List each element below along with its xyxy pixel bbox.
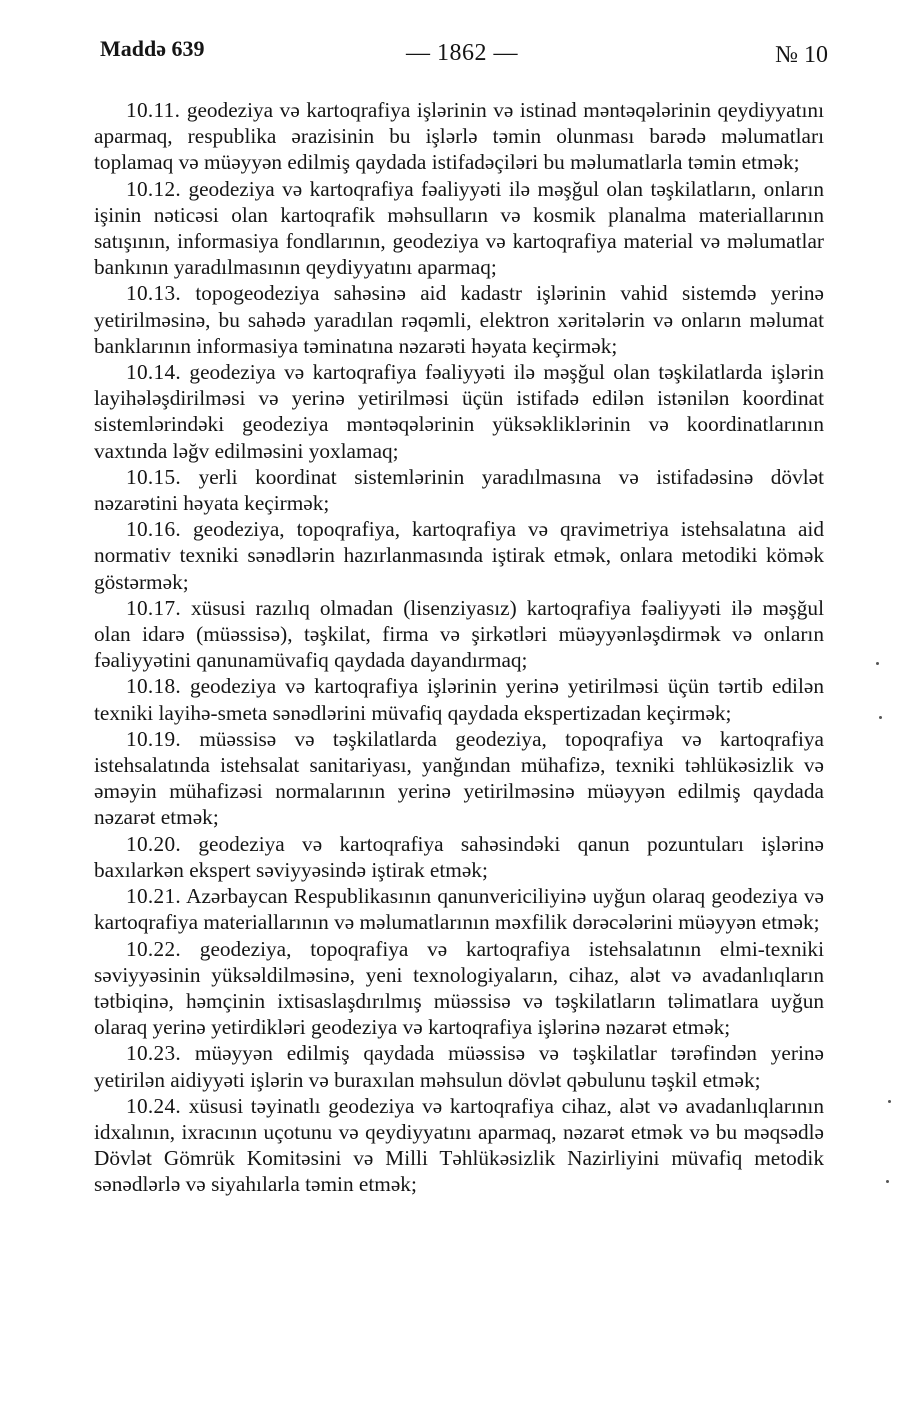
- paragraph: [94, 595, 824, 674]
- paragraph-number: 10.21.: [126, 884, 182, 909]
- paragraph: [94, 673, 824, 725]
- paragraph-text: xüsusi razılıq olmadan (lisenziyasız) kartoqrafiya fəaliyyəti ilə məşğul olan idarə (müəssisə), təşkilat, firma və şirkətləri müəyyənləşdirmək və onların fəaliyyətini qanunamüvafiq qaydada dayandırmaq;: [94, 595, 824, 673]
- issue-number: № 10: [775, 42, 828, 68]
- paragraph: [94, 883, 824, 935]
- paragraph-text: müəssisə və təşkilatlarda geodeziya, topoqrafiya və kartoqrafiya istehsalatında istehsalat sanitariyası, yanğından mühafizə, texniki təhlükəsizlik və əməyin mühafizəsi normalarının yerinə yetirilməsinə müəyyən edilmiş qaydada nəzarət etmək;: [94, 726, 824, 830]
- paragraph: [94, 176, 824, 281]
- paragraph-number: 10.14.: [126, 360, 182, 385]
- paragraph-text: geodeziya və kartoqrafiya sahəsindəki qanun pozuntuları işlərinə baxılarkən ekspert səviyyəsində iştirak etmək;: [94, 831, 824, 882]
- paragraph-number: 10.24.: [126, 1093, 182, 1118]
- paragraph-number: 10.11.: [126, 98, 181, 122]
- paragraph: [94, 516, 824, 595]
- paragraph-number: 10.23.: [126, 1041, 182, 1066]
- paragraph: [94, 936, 824, 1041]
- paragraph-text: topogeodeziya sahəsinə aid kadastr işlərinin vahid sistemdə yerinə yetirilməsinə, bu sahədə yaradılan rəqəmli, elektron xəritələrin və onların məlumat banklarının informasiya təminatına nəzarəti həyata keçirmək;: [94, 281, 824, 358]
- paragraph-number: 10.18.: [126, 674, 182, 699]
- paragraph-number: 10.16.: [126, 517, 182, 542]
- scan-speck: [876, 662, 879, 665]
- paragraph-text: geodeziya və kartoqrafiya fəaliyyəti ilə məşğul olan təşkilatlarda işlərin layihələşdirilməsi və yerinə yetirilməsi üçün istifadə edilən istənilən koordinat sistemlərindəki geodeziya məntəqələrinin yüksəkliklərinin və koordinatlarının vaxtında ləğv edilməsini yoxlamaq;: [94, 360, 824, 463]
- paragraph-text: geodeziya və kartoqrafiya işlərinin və istinad məntəqələrinin qeydiyyatını aparmaq, respublika ərazisinin bu işlərlə təmin olunması barədə məlumatları toplamaq və müəyyən edilmiş qaydada istifadəçiləri bu məlumatlarla təmin etmək;: [94, 98, 824, 175]
- paragraph-number: 10.19.: [126, 726, 182, 751]
- paragraph-text: xüsusi təyinatlı geodeziya və kartoqrafiya cihaz, alət və avadanlıqlarının idxalının, ixracının uçotunu və qeydiyyatını aparmaq, nəzarət etmək və bu məqsədlə Dövlət Gömrük Komitəsini və Milli Təhlükəsizlik Nazirliyini müvafiq metodik sənədlərlə və siyahılarla təmin etmək;: [94, 1093, 824, 1197]
- paragraph-number: 10.12.: [126, 176, 182, 201]
- paragraph: [94, 726, 824, 831]
- paragraph: [94, 280, 824, 359]
- paragraph: [94, 831, 824, 883]
- paragraph-text: geodeziya, topoqrafiya, kartoqrafiya və qravimetriya istehsalatına aid normativ texniki sənədlərin hazırlanmasında iştirak etmək, onlara metodiki kömək göstərmək;: [94, 517, 824, 594]
- paragraph-number: 10.17.: [126, 595, 182, 620]
- paragraph-text: Azərbaycan Respublikasının qanunvericiliyinə uyğun olaraq geodeziya və kartoqrafiya materiallarının və məlumatlarının məxfilik dərəcələrini müəyyən etmək;: [94, 884, 824, 935]
- paragraph-text: geodeziya və kartoqrafiya işlərinin yerinə yetirilməsi üçün tərtib edilən texniki layihə-smeta sənədlərini müvafiq qaydada ekspertizadan keçirmək;: [94, 674, 824, 725]
- paragraph-number: 10.20.: [126, 831, 182, 856]
- paragraph: [94, 1040, 824, 1092]
- article-label: Maddə 639: [100, 36, 205, 61]
- paragraph: [94, 359, 824, 464]
- page-number: — 1862 —: [406, 40, 518, 66]
- paragraph-number: 10.13.: [126, 281, 182, 306]
- scan-speck: [888, 1100, 891, 1103]
- paragraph: [94, 1093, 824, 1198]
- paragraph-text: geodeziya və kartoqrafiya fəaliyyəti ilə məşğul olan təşkilatların, onların işinin nəticəsi olan kartoqrafik məhsulların və kosmik planalma materiallarının satışının, informasiya fondlarının, geodeziya və kartoqrafiya material və məlumatlar bankının yaradılmasının qeydiyyatını aparmaq;: [94, 176, 825, 280]
- paragraph-text: müəyyən edilmiş qaydada müəssisə və təşkilatlar tərəfindən yerinə yetirilən aidiyyəti işlərin və buraxılan məhsulun dövlət qəbulunu təşkil etmək;: [94, 1041, 824, 1092]
- scan-speck: [879, 716, 882, 719]
- paragraph-number: 10.15.: [126, 464, 182, 489]
- paragraph: [94, 464, 824, 516]
- paragraph-number: 10.22.: [126, 936, 182, 961]
- page-header: [94, 34, 830, 74]
- paragraph-text: geodeziya, topoqrafiya və kartoqrafiya istehsalatının elmi-texniki səviyyəsinin yüksəldilməsinə, yeni texnologiyaların, cihaz, alət və avadanlıqların tətbiqinə, həmçinin ixtisaslaşdırılmış müəssisə və təşkilatların təlimatlara uyğun olaraq yerinə yetirdikləri geodeziya və kartoqrafiya işlərinə nəzarət etmək;: [94, 936, 824, 1040]
- document-body: [94, 97, 824, 1198]
- paragraph-text: yerli koordinat sistemlərinin yaradılmasına və istifadəsinə dövlət nəzarətini həyata keçirmək;: [94, 464, 825, 516]
- paragraph: [94, 97, 824, 176]
- scan-speck: [886, 1180, 889, 1183]
